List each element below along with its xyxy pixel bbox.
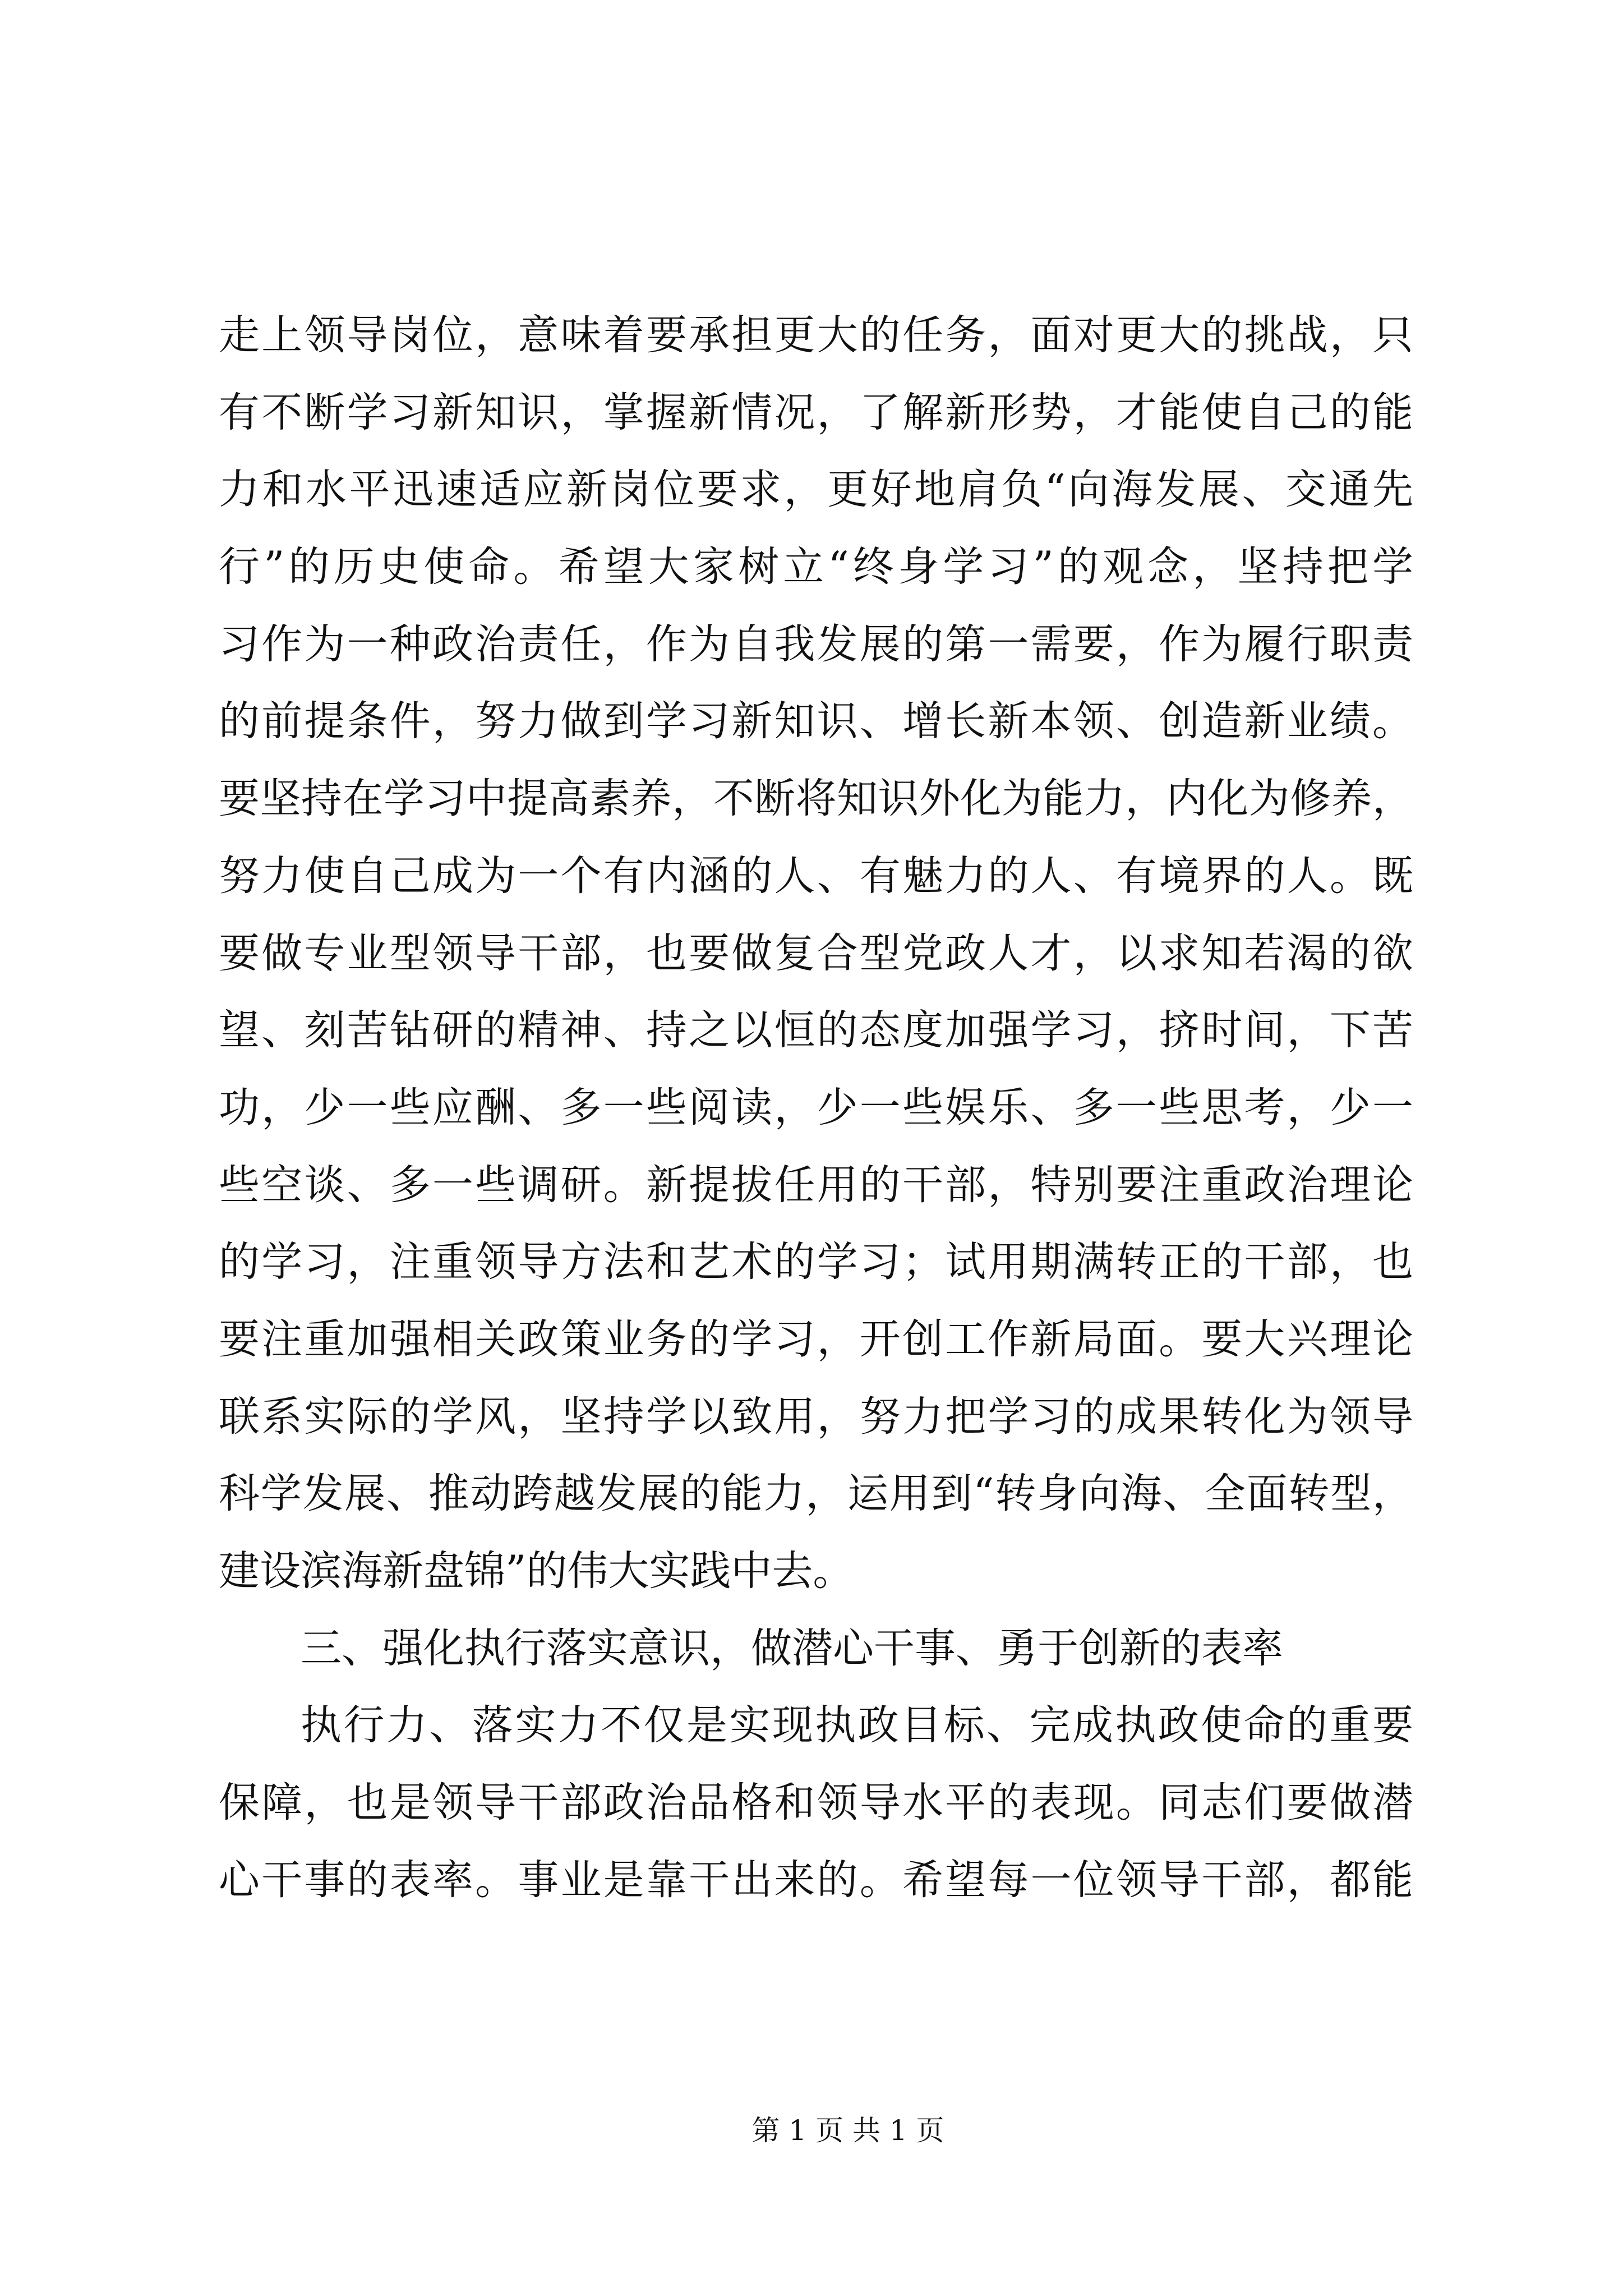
text-line: 努力使自己成为一个有内涵的人、有魅力的人、有境界的人。既: [219, 852, 1413, 900]
text-line: 力和水平迅速适应新岗位要求，更好地肩负“向海发展、交通先: [219, 466, 1413, 514]
section-heading: [219, 1610, 1413, 1687]
text-line: 建设滨海新盘锦”的伟大实践中去。: [219, 1547, 854, 1595]
text-line: 执行力、落实力不仅是实现执政目标、完成执政使命的重要: [301, 1701, 1413, 1750]
text-line: 有不断学习新知识，掌握新情况，了解新形势，才能使自己的能: [219, 388, 1413, 436]
text-line: 心干事的表率。事业是靠干出来的。希望每一位领导干部，都能: [219, 1856, 1413, 1904]
text-line: 科学发展、推动跨越发展的能力，运用到“转身向海、全面转型，: [219, 1470, 1413, 1518]
paragraph-learning: [219, 297, 1413, 1610]
text-line: 要坚持在学习中提高素养，不断将知识外化为能力，内化为修养，: [219, 775, 1413, 823]
text-line: 功，少一些应酬、多一些阅读，少一些娱乐、多一些思考，少一: [219, 1083, 1413, 1131]
document-body: [219, 297, 1413, 1918]
text-line: 望、刻苦钻研的精神、持之以恒的态度加强学习，挤时间，下苦: [219, 1006, 1413, 1055]
text-line: 行”的历史使命。希望大家树立“终身学习”的观念，坚持把学: [219, 543, 1413, 591]
text-line: 联系实际的学风，坚持学以致用，努力把学习的成果转化为领导: [219, 1392, 1413, 1441]
section-heading-text: 三、强化执行落实意识，做潜心干事、勇于创新的表率: [301, 1624, 1283, 1672]
paragraph-execution: [219, 1687, 1413, 1918]
text-line: 些空谈、多一些调研。新提拔任用的干部，特别要注重政治理论: [219, 1161, 1413, 1209]
text-line: 要注重加强相关政策业务的学习，开创工作新局面。要大兴理论: [219, 1315, 1413, 1363]
text-line: 的学习，注重领导方法和艺术的学习；试用期满转正的干部，也: [219, 1238, 1413, 1286]
text-line: 要做专业型领导干部，也要做复合型党政人才，以求知若渴的欲: [219, 929, 1413, 977]
text-line: 的前提条件，努力做到学习新知识、增长新本领、创造新业绩。: [219, 697, 1413, 746]
page-footer: 第 1 页 共 1 页: [751, 2114, 944, 2147]
text-line: 习作为一种政治责任，作为自我发展的第一需要，作为履行职责: [219, 620, 1413, 668]
text-line: 走上领导岗位，意味着要承担更大的任务，面对更大的挑战，只: [219, 311, 1413, 359]
text-line: 保障，也是领导干部政治品格和领导水平的表现。同志们要做潜: [219, 1779, 1413, 1827]
